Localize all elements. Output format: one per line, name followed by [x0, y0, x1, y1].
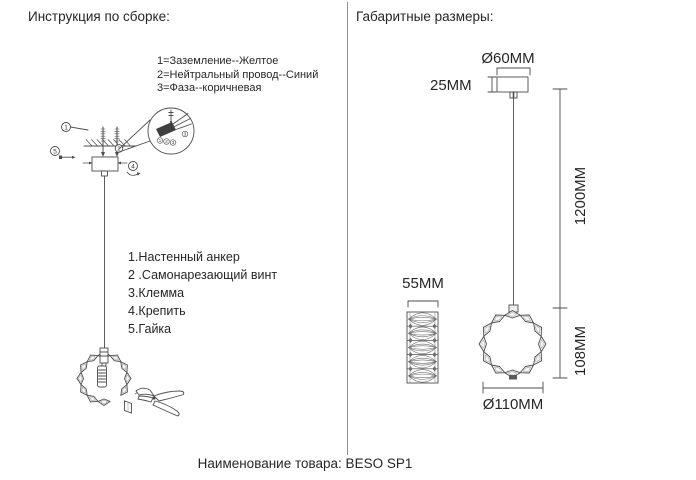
left-panel-title: Инструкция по сборке:	[28, 9, 170, 24]
dim-bracket-55	[408, 301, 438, 307]
parts-list-item: 2 .Самонарезающий винт	[128, 268, 278, 282]
parts-list-item: 5.Гайка	[128, 322, 172, 336]
callout-4	[127, 162, 141, 176]
svg-text:5: 5	[53, 148, 57, 156]
pliers-icon	[136, 388, 184, 416]
dim-label-ring-diameter: Ø110MM	[482, 396, 544, 413]
svg-text:3: 3	[171, 140, 175, 146]
canopy-box	[92, 157, 118, 176]
push-arrows	[83, 162, 127, 165]
parts-list-item: 3.Клемма	[128, 286, 185, 300]
crystal-cylinder	[407, 312, 438, 383]
ring-bottom-nub	[509, 375, 517, 380]
wire-legend	[157, 55, 318, 96]
dimension-diagram	[407, 68, 567, 393]
dim-marker-25	[488, 77, 496, 92]
callout-1	[62, 123, 89, 132]
wire-legend-line: 2=Нейтральный провод--Синий	[157, 68, 319, 81]
svg-text:1: 1	[64, 124, 68, 132]
product-name-label: Наименование товара: BESO SP1	[197, 456, 413, 471]
svg-text:2: 2	[117, 146, 121, 153]
svg-text:3: 3	[183, 131, 187, 137]
parts-list-item: 1.Настенный анкер	[128, 250, 240, 264]
parts-list	[128, 248, 277, 338]
right-panel-title: Габаритные размеры:	[356, 9, 494, 24]
svg-text:4: 4	[131, 163, 135, 171]
dim-bracket-60	[497, 68, 530, 75]
dim-label-canopy-height: 25MM	[430, 77, 472, 94]
socket-and-bulb	[98, 348, 109, 387]
wire-legend-line: 1=Заземление--Желтое	[157, 55, 279, 67]
dim-line-right	[553, 89, 567, 378]
dim-label-ring-height: 108MM	[572, 325, 589, 377]
dim-label-canopy-diameter: Ø60MM	[481, 50, 535, 67]
dim-label-cable-length: 1200MM	[572, 166, 589, 226]
svg-text:1: 1	[158, 138, 162, 144]
svg-text:2: 2	[165, 139, 168, 145]
parts-list-item: 4.Крепить	[128, 304, 186, 318]
canopy-dim	[497, 77, 528, 98]
dim-bracket-110	[483, 382, 543, 393]
callout-5	[51, 147, 76, 160]
wiring-detail-circle	[119, 108, 194, 154]
dim-label-cylinder-width: 55MM	[402, 275, 444, 292]
crystal-ring-right	[479, 311, 546, 378]
wire-legend-line: 3=Фаза--коричневая	[157, 82, 262, 94]
